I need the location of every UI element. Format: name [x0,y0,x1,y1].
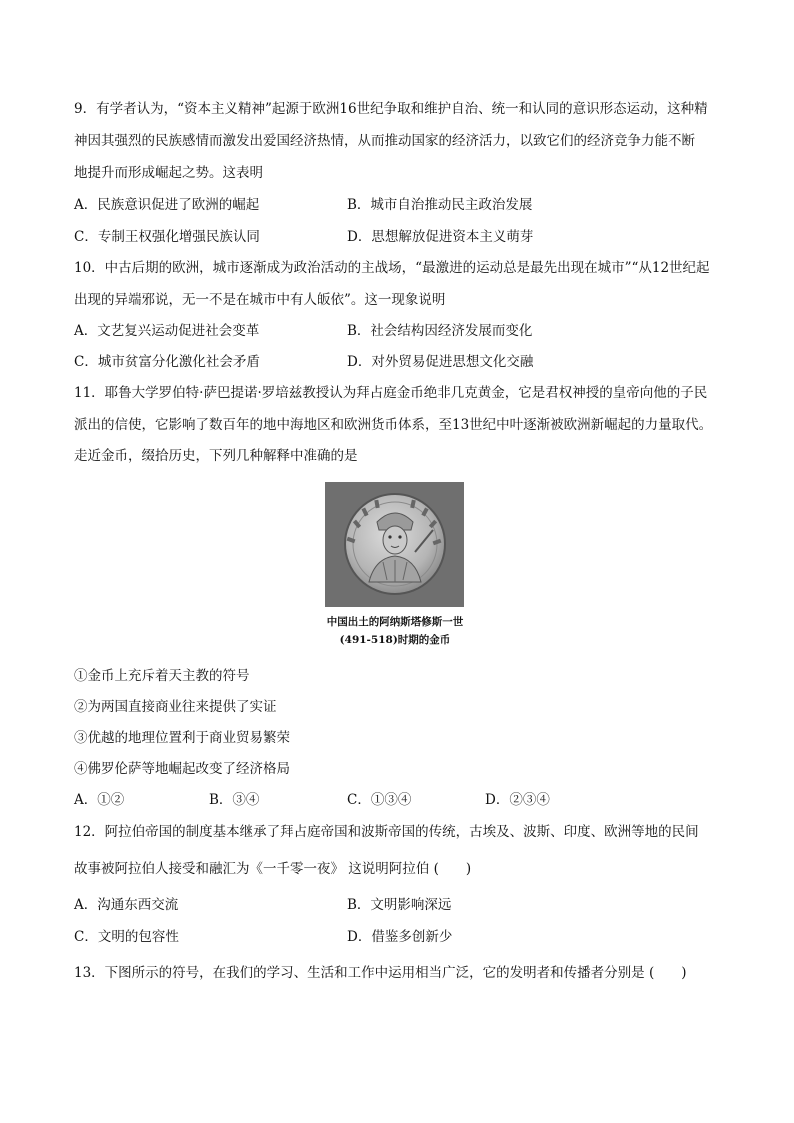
question-13-line-1: 13．下图所示的符号，在我们的学习、生活和工作中运用相当广泛，它的发明者和传播者分别是 ( ) [74,965,687,981]
question-11-line-3: 走近金币，缀拾历史，下列几种解释中准确的是 [74,448,358,464]
question-10-option-d: D．对外贸易促进思想文化交融 [347,354,534,370]
question-12-line-1: 12．阿拉伯帝国的制度基本继承了拜占庭帝国和波斯帝国的传统，古埃及、波斯、印度、欧洲等地的民间 [74,824,699,840]
coin-caption-line-2: (491-518)时期的金币 [339,634,451,646]
question-10-line-1: 10．中古后期的欧洲，城市逐渐成为政治活动的主战场，“最激进的运动总是最先出现在城市”“从12世纪起 [74,260,710,276]
question-11-option-d: D．②③④ [485,792,550,808]
question-11-statement-2: ②为两国直接商业往来提供了实证 [74,699,277,715]
question-12-option-c: C．文明的包容性 [74,929,179,945]
question-10-option-a: A．文艺复兴运动促进社会变革 [74,323,260,339]
question-9-option-c: C．专制王权强化增强民族认同 [74,229,260,245]
question-11-statement-3: ③优越的地理位置利于商业贸易繁荣 [74,730,290,746]
question-9-line-2: 神因其强烈的民族感情而激发出爱国经济热情，从而推动国家的经济活力，以致它们的经济竞争力能不断 [74,133,695,149]
question-12-option-a: A．沟通东西交流 [74,897,179,913]
question-12-option-b: B．文明影响深远 [347,897,452,913]
coin-photo [325,482,464,607]
question-9-option-a: A．民族意识促进了欧洲的崛起 [74,197,260,213]
coin-caption-line-1: 中国出土的阿纳斯塔修斯一世 [326,616,464,628]
question-11-option-a: A．①② [74,792,125,808]
gold-coin-image [325,482,464,607]
question-10-option-b: B．社会结构因经济发展而变化 [347,323,533,339]
question-11-option-b: B．③④ [209,792,260,808]
question-11-line-1: 11．耶鲁大学罗伯特·萨巴提诺·罗培兹教授认为拜占庭金币绝非几克黄金，它是君权神授的皇帝向他的子民 [74,385,708,401]
question-9-line-3: 地提升而形成崛起之势。这表明 [74,165,263,181]
question-10-line-2: 出现的异端邪说，无一不是在城市中有人皈依”。这一现象说明 [74,292,446,308]
question-11-option-c: C．①③④ [347,792,412,808]
question-11-statement-4: ④佛罗伦萨等地崛起改变了经济格局 [74,761,290,777]
question-12-line-2: 故事被阿拉伯人接受和融汇为《一千零一夜》 这说明阿拉伯 ( ) [74,861,472,877]
question-12-option-d: D．借鉴多创新少 [347,929,453,945]
question-11-line-2: 派出的信使，它影响了数百年的地中海地区和欧洲货币体系，至13世纪中叶逐渐被欧洲新崛起的力量取代。 [74,417,713,433]
question-9-option-d: D．思想解放促进资本主义萌芽 [347,229,534,245]
question-11-statement-1: ①金币上充斥着天主教的符号 [74,668,250,684]
question-9-line-1: 9．有学者认为，“资本主义精神”起源于欧洲16世纪争取和维护自治、统一和认同的意识形态运动，这种精 [74,101,708,117]
question-9-option-b: B．城市自治推动民主政治发展 [347,197,533,213]
question-10-option-c: C．城市贫富分化激化社会矛盾 [74,354,260,370]
